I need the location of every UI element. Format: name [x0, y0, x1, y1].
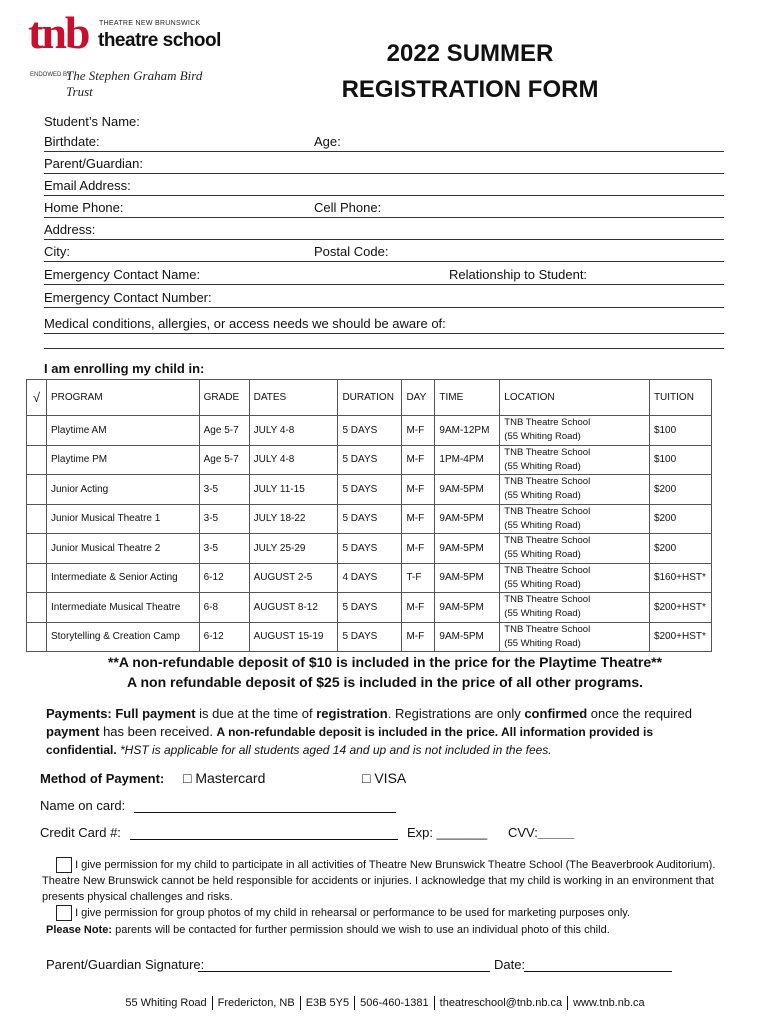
- exp-text: Exp:: [407, 825, 434, 840]
- location-cell: [500, 563, 650, 593]
- cvv-text: CVV:: [508, 825, 538, 840]
- phone-row[interactable]: [44, 198, 724, 218]
- footer-city: Fredericton, NB: [217, 996, 295, 1009]
- permission-photos-text: I give permission for group photos of my child in rehearsal or performance to be used for marketing purposes only.: [75, 907, 631, 919]
- page-title: [300, 36, 640, 108]
- location-cell: [500, 445, 650, 475]
- duration-cell: 5 DAYS: [338, 504, 402, 534]
- exp-field[interactable]: _______: [436, 825, 488, 840]
- emergency-name-row[interactable]: [44, 265, 724, 285]
- grade-cell: 6-12: [199, 563, 249, 593]
- footer: [0, 996, 770, 1010]
- postal-label: Postal Code:: [314, 244, 389, 259]
- dates-cell: JULY 4-8: [249, 445, 338, 475]
- permission-activities-text: I give permission for my child to participate in all activities of Theatre New Brunswick Theatre School (The Beaverbrook Auditorium). Theatre New Brunswick cannot be held responsible for accidents or injuries. I acknowledge that my child is working in an environment that presents physical challenges and risks.: [42, 859, 716, 904]
- please-note-label: Please Note:: [46, 924, 113, 936]
- location-address: (55 Whiting Road): [504, 578, 581, 590]
- duration-cell: 5 DAYS: [338, 534, 402, 564]
- duration-cell: 4 DAYS: [338, 563, 402, 593]
- payments-text-b: registration: [316, 706, 388, 721]
- footer-email[interactable]: theatreschool@tnb.nb.ca: [439, 996, 563, 1009]
- exp-label: [407, 825, 487, 840]
- row-checkbox[interactable]: [27, 416, 47, 446]
- col-dates: DATES: [249, 380, 338, 416]
- day-cell: M-F: [402, 593, 435, 623]
- row-checkbox[interactable]: [27, 504, 47, 534]
- permission-photos-checkbox[interactable]: [56, 905, 72, 921]
- payments-text-d: confirmed: [524, 706, 588, 721]
- dates-cell: JULY 11-15: [249, 475, 338, 505]
- time-cell: 9AM-12PM: [435, 416, 500, 446]
- date-field[interactable]: [524, 971, 672, 972]
- col-time: TIME: [435, 380, 500, 416]
- logo-trust: The Stephen Graham Bird Trust: [66, 68, 203, 99]
- address-label: Address:: [44, 222, 96, 237]
- location-name: TNB Theatre School: [504, 417, 591, 429]
- col-program: PROGRAM: [46, 380, 199, 416]
- program-cell: Intermediate & Senior Acting: [46, 563, 199, 593]
- time-cell: 9AM-5PM: [435, 475, 500, 505]
- location-cell: [500, 504, 650, 534]
- duration-cell: 5 DAYS: [338, 416, 402, 446]
- row-checkbox[interactable]: [27, 622, 47, 652]
- location-address: (55 Whiting Road): [504, 460, 581, 472]
- program-table: [26, 379, 712, 652]
- tuition-cell: $200+HST*: [649, 593, 711, 623]
- location-name: TNB Theatre School: [504, 446, 591, 458]
- table-row: [27, 534, 712, 564]
- email-label: Email Address:: [44, 178, 131, 193]
- footer-web[interactable]: www.tnb.nb.ca: [573, 996, 645, 1009]
- col-duration: DURATION: [338, 380, 402, 416]
- payments-text-e: once the required: [587, 706, 692, 721]
- duration-cell: 5 DAYS: [338, 445, 402, 475]
- permission-photos: [42, 905, 732, 921]
- day-cell: M-F: [402, 416, 435, 446]
- program-cell: Junior Musical Theatre 1: [46, 504, 199, 534]
- emergency-number-row[interactable]: [44, 288, 724, 308]
- logo-school: theatre school: [98, 30, 221, 51]
- payments-text-g: has been received.: [99, 724, 217, 739]
- time-cell: 1PM-4PM: [435, 445, 500, 475]
- tuition-cell: $160+HST*: [649, 563, 711, 593]
- col-location: LOCATION: [500, 380, 650, 416]
- parent-label: Parent/Guardian:: [44, 156, 144, 171]
- student-name-label: Student’s Name:: [44, 114, 140, 129]
- location-cell: [500, 593, 650, 623]
- medical-label: Medical conditions, allergies, or access needs we should be aware of:: [44, 316, 446, 331]
- permission-activities-checkbox[interactable]: [56, 857, 72, 873]
- day-cell: M-F: [402, 445, 435, 475]
- signature-field[interactable]: [198, 971, 490, 972]
- table-row: [27, 593, 712, 623]
- time-cell: 9AM-5PM: [435, 534, 500, 564]
- location-cell: [500, 534, 650, 564]
- dates-cell: AUGUST 8-12: [249, 593, 338, 623]
- location-cell: [500, 416, 650, 446]
- address-row[interactable]: [44, 220, 724, 240]
- birthdate-label: Birthdate:: [44, 134, 100, 149]
- table-row: [27, 475, 712, 505]
- footer-address: 55 Whiting Road: [125, 996, 207, 1009]
- age-label: Age:: [314, 134, 341, 149]
- location-name: TNB Theatre School: [504, 564, 591, 576]
- tnb-logo: [28, 7, 228, 99]
- payments-text-c: . Registrations are only: [387, 706, 525, 721]
- city-row[interactable]: [44, 242, 724, 262]
- credit-card-label: Credit Card #:: [40, 825, 121, 840]
- table-row: [27, 563, 712, 593]
- tuition-cell: $200: [649, 504, 711, 534]
- deposit-note-2: A non refundable deposit of $25 is included in the price of all other programs.: [127, 674, 643, 690]
- program-cell: Storytelling & Creation Camp: [46, 622, 199, 652]
- col-day: DAY: [402, 380, 435, 416]
- logo-subtitle: THEATRE NEW BRUNSWICK: [99, 20, 201, 27]
- time-cell: 9AM-5PM: [435, 504, 500, 534]
- location-name: TNB Theatre School: [504, 594, 591, 606]
- grade-cell: 6-8: [199, 593, 249, 623]
- grade-cell: Age 5-7: [199, 445, 249, 475]
- email-row[interactable]: [44, 176, 724, 196]
- emergency-number-label: Emergency Contact Number:: [44, 290, 212, 305]
- location-name: TNB Theatre School: [504, 505, 591, 517]
- grade-cell: 3-5: [199, 475, 249, 505]
- row-checkbox[interactable]: [27, 593, 47, 623]
- cell-phone-label: Cell Phone:: [314, 200, 382, 215]
- day-cell: T-F: [402, 563, 435, 593]
- table-row: [27, 416, 712, 446]
- payments-text-f: payment: [46, 724, 100, 739]
- table-header-row: [27, 380, 712, 416]
- grade-cell: 3-5: [199, 504, 249, 534]
- col-grade: GRADE: [199, 380, 249, 416]
- program-cell: Intermediate Musical Theatre: [46, 593, 199, 623]
- emergency-name-label: Emergency Contact Name:: [44, 267, 201, 282]
- location-name: TNB Theatre School: [504, 476, 591, 488]
- logo-endowed: ENDOWED BY: [30, 72, 72, 78]
- cvv-label: [508, 825, 574, 840]
- payments-text-h: A non-refundable deposit is included in the price. All information provided is confidential.: [46, 725, 654, 757]
- birthdate-row[interactable]: [44, 132, 724, 152]
- date-label: Date:: [494, 957, 526, 972]
- day-cell: M-F: [402, 622, 435, 652]
- location-name: TNB Theatre School: [504, 535, 591, 547]
- name-on-card-field[interactable]: [134, 812, 396, 813]
- tuition-cell: $200: [649, 475, 711, 505]
- relationship-label: Relationship to Student:: [449, 267, 588, 282]
- program-cell: Junior Musical Theatre 2: [46, 534, 199, 564]
- table-row: [27, 622, 712, 652]
- location-address: (55 Whiting Road): [504, 637, 581, 649]
- row-checkbox[interactable]: [27, 534, 47, 564]
- row-checkbox[interactable]: [27, 475, 47, 505]
- program-cell: Playtime AM: [46, 416, 199, 446]
- day-cell: M-F: [402, 475, 435, 505]
- student-name-row[interactable]: [44, 112, 724, 132]
- grade-cell: 3-5: [199, 534, 249, 564]
- time-cell: 9AM-5PM: [435, 593, 500, 623]
- please-note-text: parents will be contacted for further permission should we wish to use an individual photo of this child.: [112, 924, 610, 936]
- program-cell: Playtime PM: [46, 445, 199, 475]
- name-on-card-label: Name on card:: [40, 798, 126, 813]
- cvv-field[interactable]: _____: [537, 825, 575, 840]
- location-address: (55 Whiting Road): [504, 490, 581, 502]
- payments-paragraph: [46, 705, 726, 759]
- dates-cell: AUGUST 2-5: [249, 563, 338, 593]
- home-phone-label: Home Phone:: [44, 200, 124, 215]
- tuition-cell: $200: [649, 534, 711, 564]
- grade-cell: Age 5-7: [199, 416, 249, 446]
- title-line-1: 2022 SUMMER: [386, 40, 554, 67]
- program-cell: Junior Acting: [46, 475, 199, 505]
- dates-cell: JULY 4-8: [249, 416, 338, 446]
- location-cell: [500, 622, 650, 652]
- medical-line-2[interactable]: [44, 329, 724, 349]
- time-cell: 9AM-5PM: [435, 563, 500, 593]
- day-cell: M-F: [402, 534, 435, 564]
- dates-cell: AUGUST 15-19: [249, 622, 338, 652]
- tuition-cell: $100: [649, 416, 711, 446]
- location-address: (55 Whiting Road): [504, 549, 581, 561]
- hst-note: *HST is applicable for all students aged 14 and up and is not included in the fees.: [116, 743, 552, 757]
- tuition-cell: $100: [649, 445, 711, 475]
- duration-cell: 5 DAYS: [338, 593, 402, 623]
- dates-cell: JULY 25-29: [249, 534, 338, 564]
- location-name: TNB Theatre School: [504, 623, 591, 635]
- grade-cell: 6-12: [199, 622, 249, 652]
- duration-cell: 5 DAYS: [338, 475, 402, 505]
- time-cell: 9AM-5PM: [435, 622, 500, 652]
- mastercard-option[interactable]: □ Mastercard: [183, 770, 266, 786]
- permission-activities: [42, 857, 732, 905]
- row-checkbox[interactable]: [27, 445, 47, 475]
- payments-text-a: is due at the time of: [195, 706, 317, 721]
- table-row: [27, 445, 712, 475]
- payments-bold: Payments: Full payment: [46, 706, 196, 721]
- enroll-label: I am enrolling my child in:: [44, 361, 205, 376]
- day-cell: M-F: [402, 504, 435, 534]
- location-address: (55 Whiting Road): [504, 519, 581, 531]
- duration-cell: 5 DAYS: [338, 622, 402, 652]
- signature-label: Parent/Guardian Signature:: [46, 957, 205, 972]
- method-label: Method of Payment:: [40, 771, 165, 786]
- table-row: [27, 504, 712, 534]
- tuition-cell: $200+HST*: [649, 622, 711, 652]
- please-note: [46, 922, 736, 938]
- col-tuition: TUITION: [649, 380, 711, 416]
- location-address: (55 Whiting Road): [504, 431, 581, 443]
- dates-cell: JULY 18-22: [249, 504, 338, 534]
- location-address: (55 Whiting Road): [504, 608, 581, 620]
- col-check: √: [27, 380, 47, 416]
- parent-row[interactable]: [44, 154, 724, 174]
- title-line-2: REGISTRATION FORM: [341, 76, 599, 103]
- city-label: City:: [44, 244, 70, 259]
- location-cell: [500, 475, 650, 505]
- deposit-note-1: **A non-refundable deposit of $10 is included in the price for the Playtime Theatre**: [107, 654, 663, 670]
- row-checkbox[interactable]: [27, 563, 47, 593]
- logo-tnb-mark: tnb: [28, 7, 89, 58]
- credit-card-field[interactable]: [130, 839, 398, 840]
- footer-phone: 506-460-1381: [360, 996, 429, 1009]
- footer-postal: E3B 5Y5: [305, 996, 350, 1009]
- visa-option[interactable]: □ VISA: [362, 770, 407, 786]
